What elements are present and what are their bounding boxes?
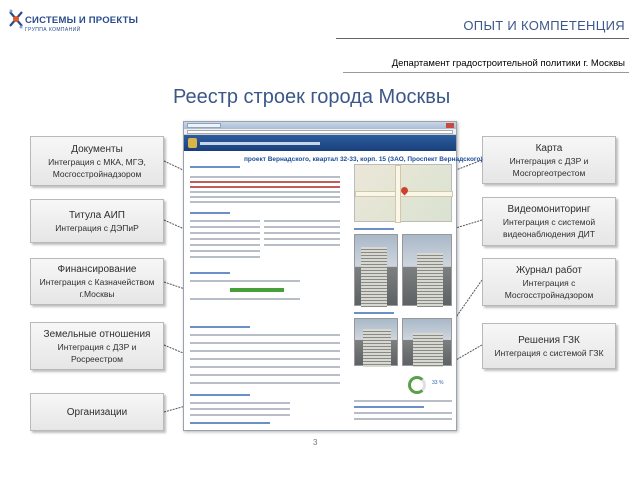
text-line (354, 312, 394, 314)
box-organizations-title: Организации (66, 406, 128, 418)
readiness-percent: 33 % (432, 380, 444, 386)
text-line (190, 226, 260, 228)
box-titula-aip-title: Титула АИП (69, 209, 125, 221)
text-line (190, 220, 260, 222)
text-line (354, 418, 452, 420)
text-line (264, 232, 340, 234)
section-title: ОПЫТ И КОМПЕТЕНЦИЯ (463, 18, 625, 33)
box-documents[interactable] (30, 136, 164, 186)
box-titula-aip-subtitle: Интеграция с ДЭПиР (55, 222, 139, 233)
text-line (190, 250, 260, 252)
text-line (190, 374, 340, 376)
app-banner (184, 135, 456, 151)
text-line (190, 212, 230, 214)
moscow-emblem-icon (188, 138, 197, 148)
box-map[interactable] (482, 136, 616, 184)
box-financing-title: Финансирование (57, 264, 137, 275)
text-line (354, 400, 452, 402)
banner-text (200, 142, 320, 145)
box-video-monitoring-subtitle: Интеграция с системой видеонаблюдения ДИТ (502, 217, 596, 239)
text-line (190, 176, 340, 178)
box-titula-aip[interactable] (30, 199, 164, 243)
logo-subtitle: ГРУППА КОМПАНИЙ (25, 27, 81, 33)
map-road (395, 165, 401, 223)
text-line (190, 408, 290, 410)
text-line (190, 342, 340, 344)
location-map (354, 164, 452, 222)
url-field (187, 130, 453, 134)
text-line (190, 402, 290, 404)
box-organizations[interactable] (30, 393, 164, 431)
page-title: Реестр строек города Москвы (173, 86, 451, 108)
box-video-monitoring-title: Видеомониторинг (507, 204, 591, 215)
construction-photo (402, 234, 452, 306)
object-heading: проект Вернадского, квартал 32-33, корп. 15 (ЗАО, Проспект Вернадского) (244, 156, 483, 163)
building-image (413, 333, 443, 367)
text-line (190, 238, 260, 240)
box-map-title: Карта (535, 142, 563, 154)
box-documents-subtitle: Интеграция с МКА, МГЭ, Мосгосстройнадзором (48, 156, 146, 179)
text-line (190, 181, 340, 183)
readiness-gauge (408, 376, 426, 394)
department-name: Департамент градостроительной политики г. Москвы (391, 58, 625, 69)
text-line (264, 220, 340, 222)
text-line (190, 196, 340, 198)
construction-photo (402, 318, 452, 366)
logo-name: СИСТЕМЫ И ПРОЕКТЫ (25, 15, 139, 26)
box-work-journal[interactable] (482, 258, 616, 306)
building-image (361, 247, 387, 307)
text-line (190, 382, 340, 384)
text-line (190, 272, 230, 274)
text-line (190, 201, 340, 203)
text-line (190, 298, 300, 300)
text-line (354, 412, 452, 414)
box-gzk-decisions-subtitle: Интеграция с системой ГЗК (494, 347, 604, 358)
text-line (190, 244, 260, 246)
box-gzk-decisions-title: Решения ГЗК (518, 334, 580, 346)
text-line (190, 166, 240, 168)
text-line (264, 244, 340, 246)
text-line (190, 358, 340, 360)
text-line (190, 394, 250, 396)
text-line (354, 228, 394, 230)
box-land-relations-subtitle: Интеграция с ДЗР и Росреестром (57, 341, 137, 364)
construction-photo (354, 234, 398, 306)
building-image (417, 253, 443, 307)
text-line (190, 350, 340, 352)
text-line (264, 226, 340, 228)
text-line (190, 186, 340, 188)
box-gzk-decisions[interactable] (482, 323, 616, 369)
box-financing[interactable] (30, 258, 164, 305)
text-line (190, 191, 340, 193)
progress-bar (230, 288, 284, 292)
text-line (190, 232, 260, 234)
browser-titlebar (184, 122, 456, 129)
box-video-monitoring[interactable] (482, 197, 616, 246)
construction-photo (354, 318, 398, 366)
close-icon (446, 123, 454, 128)
building-image (363, 329, 391, 367)
text-line (190, 326, 250, 328)
box-land-relations[interactable] (30, 322, 164, 370)
box-work-journal-title: Журнал работ (515, 264, 583, 276)
box-financing-subtitle: Интеграция с Казначейством г.Москвы (39, 277, 155, 299)
registry-app-screenshot (183, 121, 483, 431)
browser-tab (187, 123, 221, 128)
box-map-subtitle: Интеграция с ДЗР и Мосгоргеотрестом (509, 155, 589, 178)
box-work-journal-subtitle: Интеграция с Мосгосстройнадзором (504, 277, 594, 300)
text-line (190, 422, 270, 424)
text-line (190, 414, 290, 416)
text-line (354, 406, 424, 408)
box-land-relations-title: Земельные отношения (43, 328, 151, 340)
text-line (190, 256, 260, 258)
text-line (190, 280, 300, 282)
box-documents-title: Документы (71, 143, 123, 155)
page-number: 3 (313, 438, 318, 447)
text-line (190, 366, 340, 368)
text-line (264, 238, 340, 240)
text-line (190, 334, 340, 336)
